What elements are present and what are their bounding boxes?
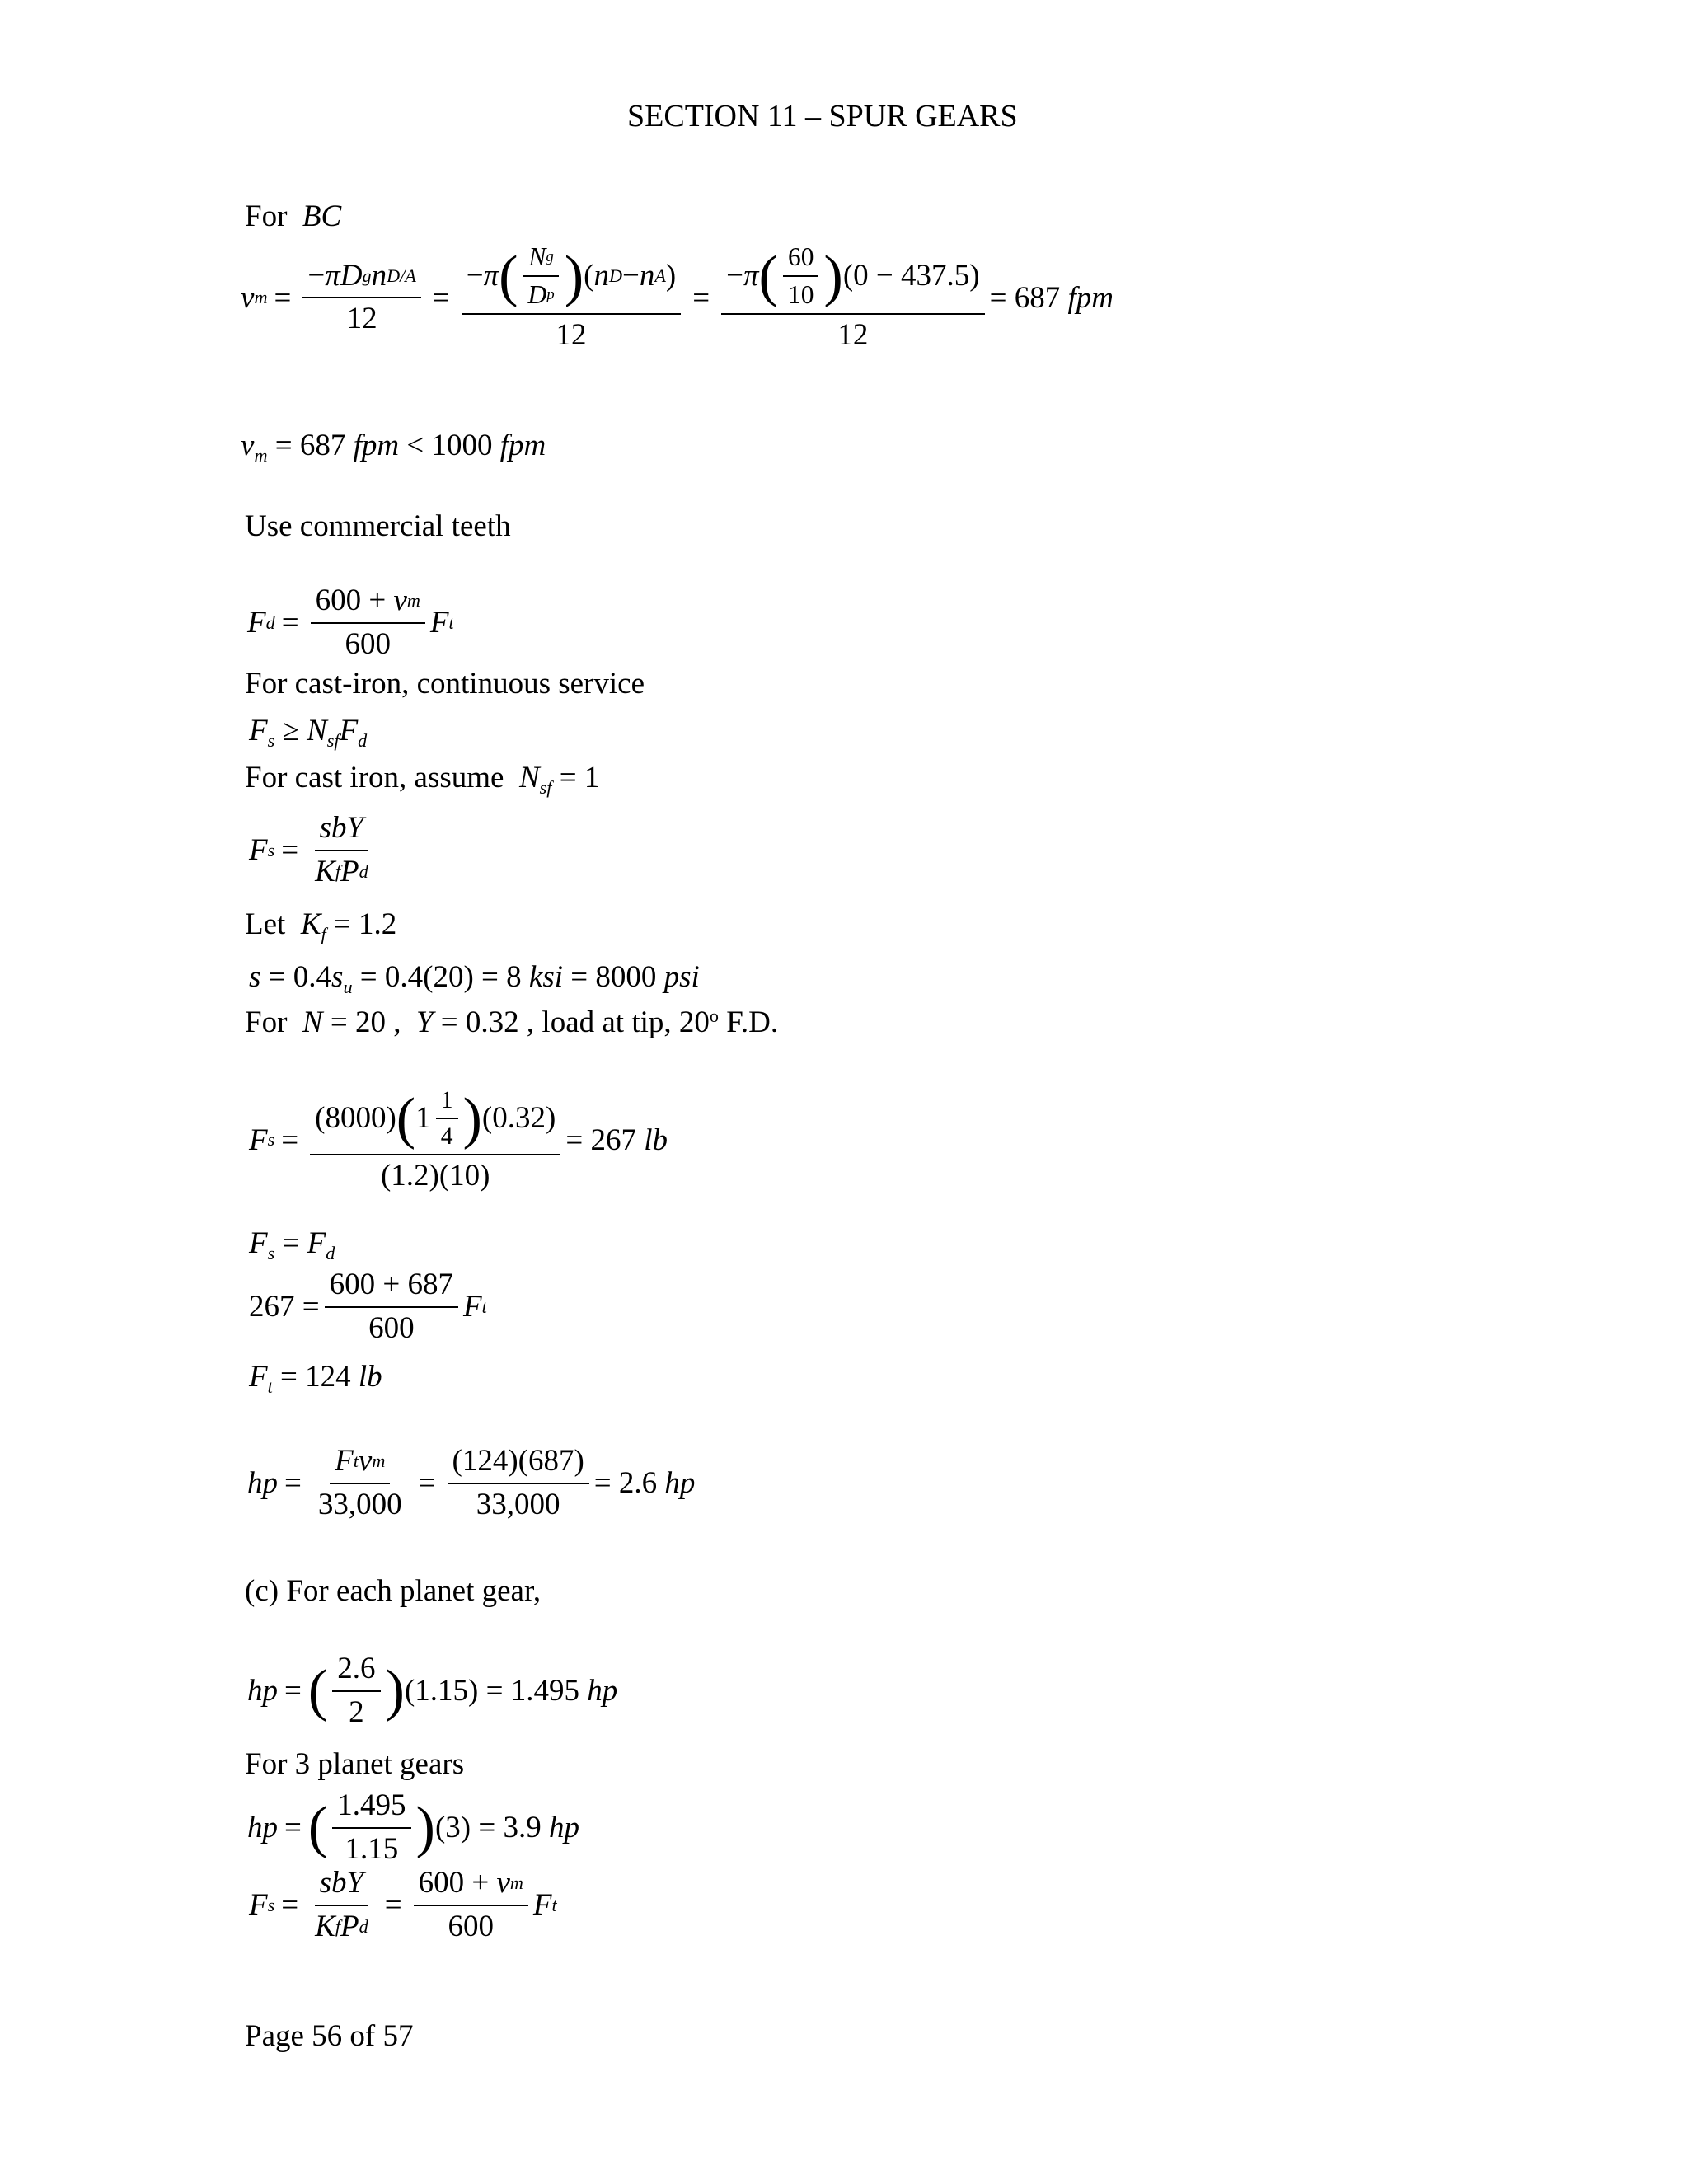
vm-frac-3: − π ( $\frac{60}{10}$ ) (0 − 437.5) 12 — [721, 242, 984, 354]
vm-equation: v m = − πD g n D/A 12 = − π ( N g D p ) ( n D − n A ) 12 = − π ( $\frac{60}{10}$ ) (0 − 437.5) 12 = 687 fpm — [241, 242, 1114, 353]
fd-equation: F d = 600 + v m 600 F t — [247, 583, 454, 661]
s-equation: $s = 0.4s_u = 0.4(20) = 8$ ksi = 8000 psi — [249, 960, 700, 997]
fs-equals-fd: $F_s = F_d$ — [249, 1226, 335, 1263]
planet-hp-equation: hp = ( $\frac{2.6}{2}$ ) (1.15) = 1.495 hp — [247, 1652, 618, 1729]
eq-267: 267 = $\frac{600 + 687}{600}$ F t — [249, 1268, 487, 1345]
page-number: Page 56 of 57 — [245, 2019, 414, 2053]
for-n-line: For N = 20 , Y = 0.32 , load at tip, 20$^o$ F.D. — [245, 1005, 779, 1039]
fs-formula: F s = sbY K f P d — [249, 811, 368, 888]
three-planets-heading: For 3 planet gears — [245, 1747, 465, 1781]
assume-nsf: For cast iron, assume $N_{sf} = 1$ — [245, 761, 600, 798]
fs-numeric: F s = (8000) ( 1 $\frac{1}{4}$ ) (0.32) (1.2)(10) = 267 lb — [249, 1085, 668, 1193]
vm-check: $v_m = 687$ fpm < 1000 fpm — [241, 429, 546, 466]
page-header — [627, 101, 1018, 132]
for-bc-line: For BC — [245, 199, 342, 233]
commercial-teeth-note: Use commercial teeth — [245, 509, 511, 543]
three-hp-equation: hp = ( $\frac{1.495}{1.15}$ ) (3) = 3.9 hp — [247, 1788, 579, 1866]
planet-each-heading: (c) For each planet gear, — [245, 1574, 542, 1608]
cast-iron-service: For cast-iron, continuous service — [245, 667, 645, 701]
page-footer — [245, 2021, 414, 2051]
let-kf: Let $K_f = 1.2$ — [245, 907, 397, 944]
section-title: SECTION 11 – SPUR GEARS — [627, 99, 1018, 134]
vm-frac-1: − πD g n D/A 12 — [302, 259, 420, 337]
fs-inequality: $F_s \ge N_{sf}F_d$ — [249, 714, 368, 751]
vm-frac-2: − π ( N g D p ) ( n D − n A ) 12 — [462, 242, 682, 354]
hp-equation: hp = F t v m 33,000 = $\frac{(124)(687)}{33,000}$ = 2.6 hp — [247, 1444, 696, 1521]
ft-result: $F_t = 124$ lb — [249, 1360, 382, 1397]
fs-final-equation: F s = sbY K f P d = 600 + v m 600 F t — [249, 1866, 557, 1943]
